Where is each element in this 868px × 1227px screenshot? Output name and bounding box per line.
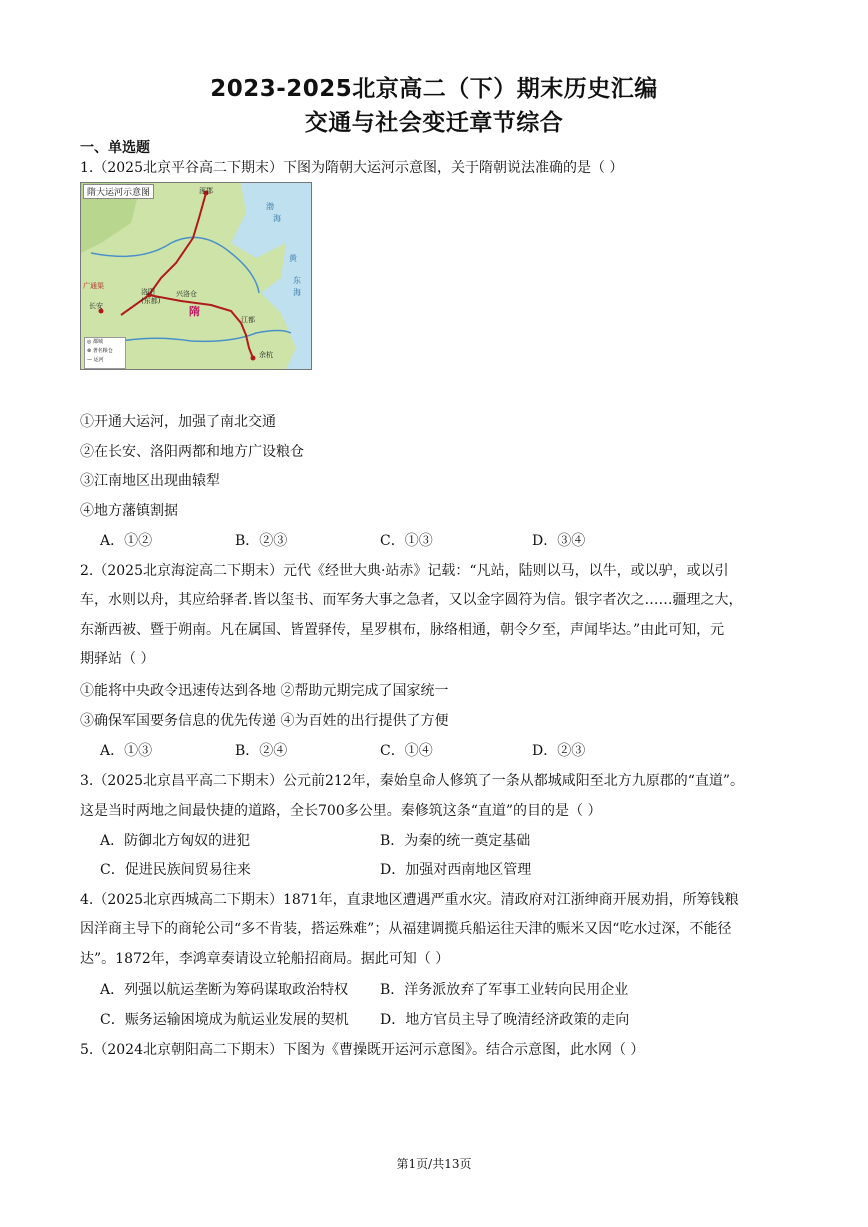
question-2-line-4: 期驿站（ ） [80,651,155,667]
map-legend [84,337,126,369]
page-title-line1: 2023-2025北京高二（下）期末历史汇编 [210,76,658,102]
map-label-zhuojun: 涿郡 [199,187,213,195]
question-3-line-1: 3.（2025北京昌平高二下期末）公元前212年，秦始皇命人修筑了一条从都城咸阳至北方九原郡的“直道”。 [80,773,745,789]
map-label-xingluocang: 兴洛仓 [176,290,197,298]
q1-statement-1: ①开通大运河，加强了南北交通 [80,414,276,430]
q2-statement-2: ③确保军国要务信息的优先传递 ④为百姓的出行提供了方便 [80,713,449,729]
q1-statement-2: ②在长安、洛阳两都和地方广设粮仓 [80,444,304,460]
page-footer: 第1页/共13页 [396,1157,472,1171]
q4-option-b[interactable]: B．洋务派放弃了军事工业转向民用企业 [380,982,629,998]
q4-option-d[interactable]: D．地方官员主导了晚清经济政策的走向 [380,1012,630,1028]
question-5-text: 5.（2024北京朝阳高二下期末）下图为《曹操既开运河示意图》。结合示意图，此水网（ ） [80,1042,645,1058]
map-label-jiangdu: 江都 [241,316,255,324]
q3-option-a[interactable]: A．防御北方匈奴的进犯 [100,833,251,849]
map-title: 隋大运河示意图 [83,184,154,199]
legend-canal: — 运河 [87,357,104,363]
question-4-line-2: 因洋商主导下的商轮公司“多不肯装，搭运殊难”；从福建调揽兵船运往天津的赈米又因“吃水过深，不能径 [80,921,732,937]
question-2-line-3: 东渐西被、暨于朔南。凡在属国、皆置驿传，星罗棋布，脉络相通，朝令夕至，声闻毕达。”由此可知，元 [80,622,725,638]
map-label-sui: 隋 [189,305,200,318]
map-label-yuhang: 余杭 [259,351,273,359]
q2-option-a[interactable]: A．①③ [100,743,153,759]
legend-granary: ⊗ 著名粮仓 [87,348,113,354]
q1-statement-4: ④地方藩镇割据 [80,503,178,519]
map-label-luoyang: 洛阳 [141,288,155,296]
q1-option-b[interactable]: B．②③ [235,533,288,549]
map-label-hai-2: 海 [293,288,301,297]
q2-statement-1: ①能将中央政令迅速传达到各地 ②帮助元期完成了国家统一 [80,683,449,699]
question-1-text: 1.（2025北京平谷高二下期末）下图为隋朝大运河示意图，关于隋朝说法准确的是（ ） [80,160,624,176]
question-3-line-2: 这是当时两地之间最快捷的道路，全长700多公里。秦修筑这条“直道”的目的是（ ） [80,803,602,819]
q3-option-b[interactable]: B．为秦的统一奠定基础 [380,833,531,849]
question-2-line-2: 车，水则以舟，其应给驿者.皆以玺书、而军务大事之急者，又以金字圆符为信。银字者次之……疆理之大， [80,592,743,608]
q2-option-d[interactable]: D．②③ [532,743,586,759]
q4-option-a[interactable]: A．列强以航运垄断为筹码谋取政治特权 [100,982,349,998]
map-yuhang-dot [251,356,256,361]
map-label-changan: 长安 [89,302,103,310]
q1-option-c[interactable]: C．①③ [380,533,433,549]
q2-option-b[interactable]: B．②④ [235,743,288,759]
map-label-huang: 黄 [289,254,297,263]
question-2-line-1: 2.（2025北京海淀高二下期末）元代《经世大典·站赤》记载：“凡站，陆则以马，以牛，或以驴，或以引 [80,563,729,579]
map-label-hai: 海 [273,214,281,223]
q3-option-d[interactable]: D．加强对西南地区管理 [380,862,532,878]
legend-capital: ◎ 都城 [87,339,103,345]
q1-option-d[interactable]: D．③④ [532,533,586,549]
map-label-dongdu: (东都) [141,297,161,305]
page-title-line2: 交通与社会变迁章节综合 [304,110,564,136]
q2-option-c[interactable]: C．①④ [380,743,433,759]
question-4-line-3: 达”。1872年，李鸿章奏请设立轮船招商局。据此可知（ ） [80,951,450,967]
map-label-dong: 东 [293,276,301,285]
map-label-bo: 渤 [266,202,274,211]
q1-option-a[interactable]: A．①② [100,533,153,549]
q1-statement-3: ③江南地区出现曲辕犁 [80,473,220,489]
q4-option-c[interactable]: C．赈务运输困境成为航运业发展的契机 [100,1012,349,1028]
q3-option-c[interactable]: C．促进民族间贸易往来 [100,862,251,878]
section-heading: 一、单选题 [80,140,150,156]
question-4-line-1: 4.（2025北京西城高二下期末）1871年，直隶地区遭遇严重水灾。清政府对江浙绅商开展劝捐，所筹钱粮 [80,892,739,908]
map-label-guangtongqu: 广通渠 [83,282,104,290]
sui-canal-map [80,182,312,370]
